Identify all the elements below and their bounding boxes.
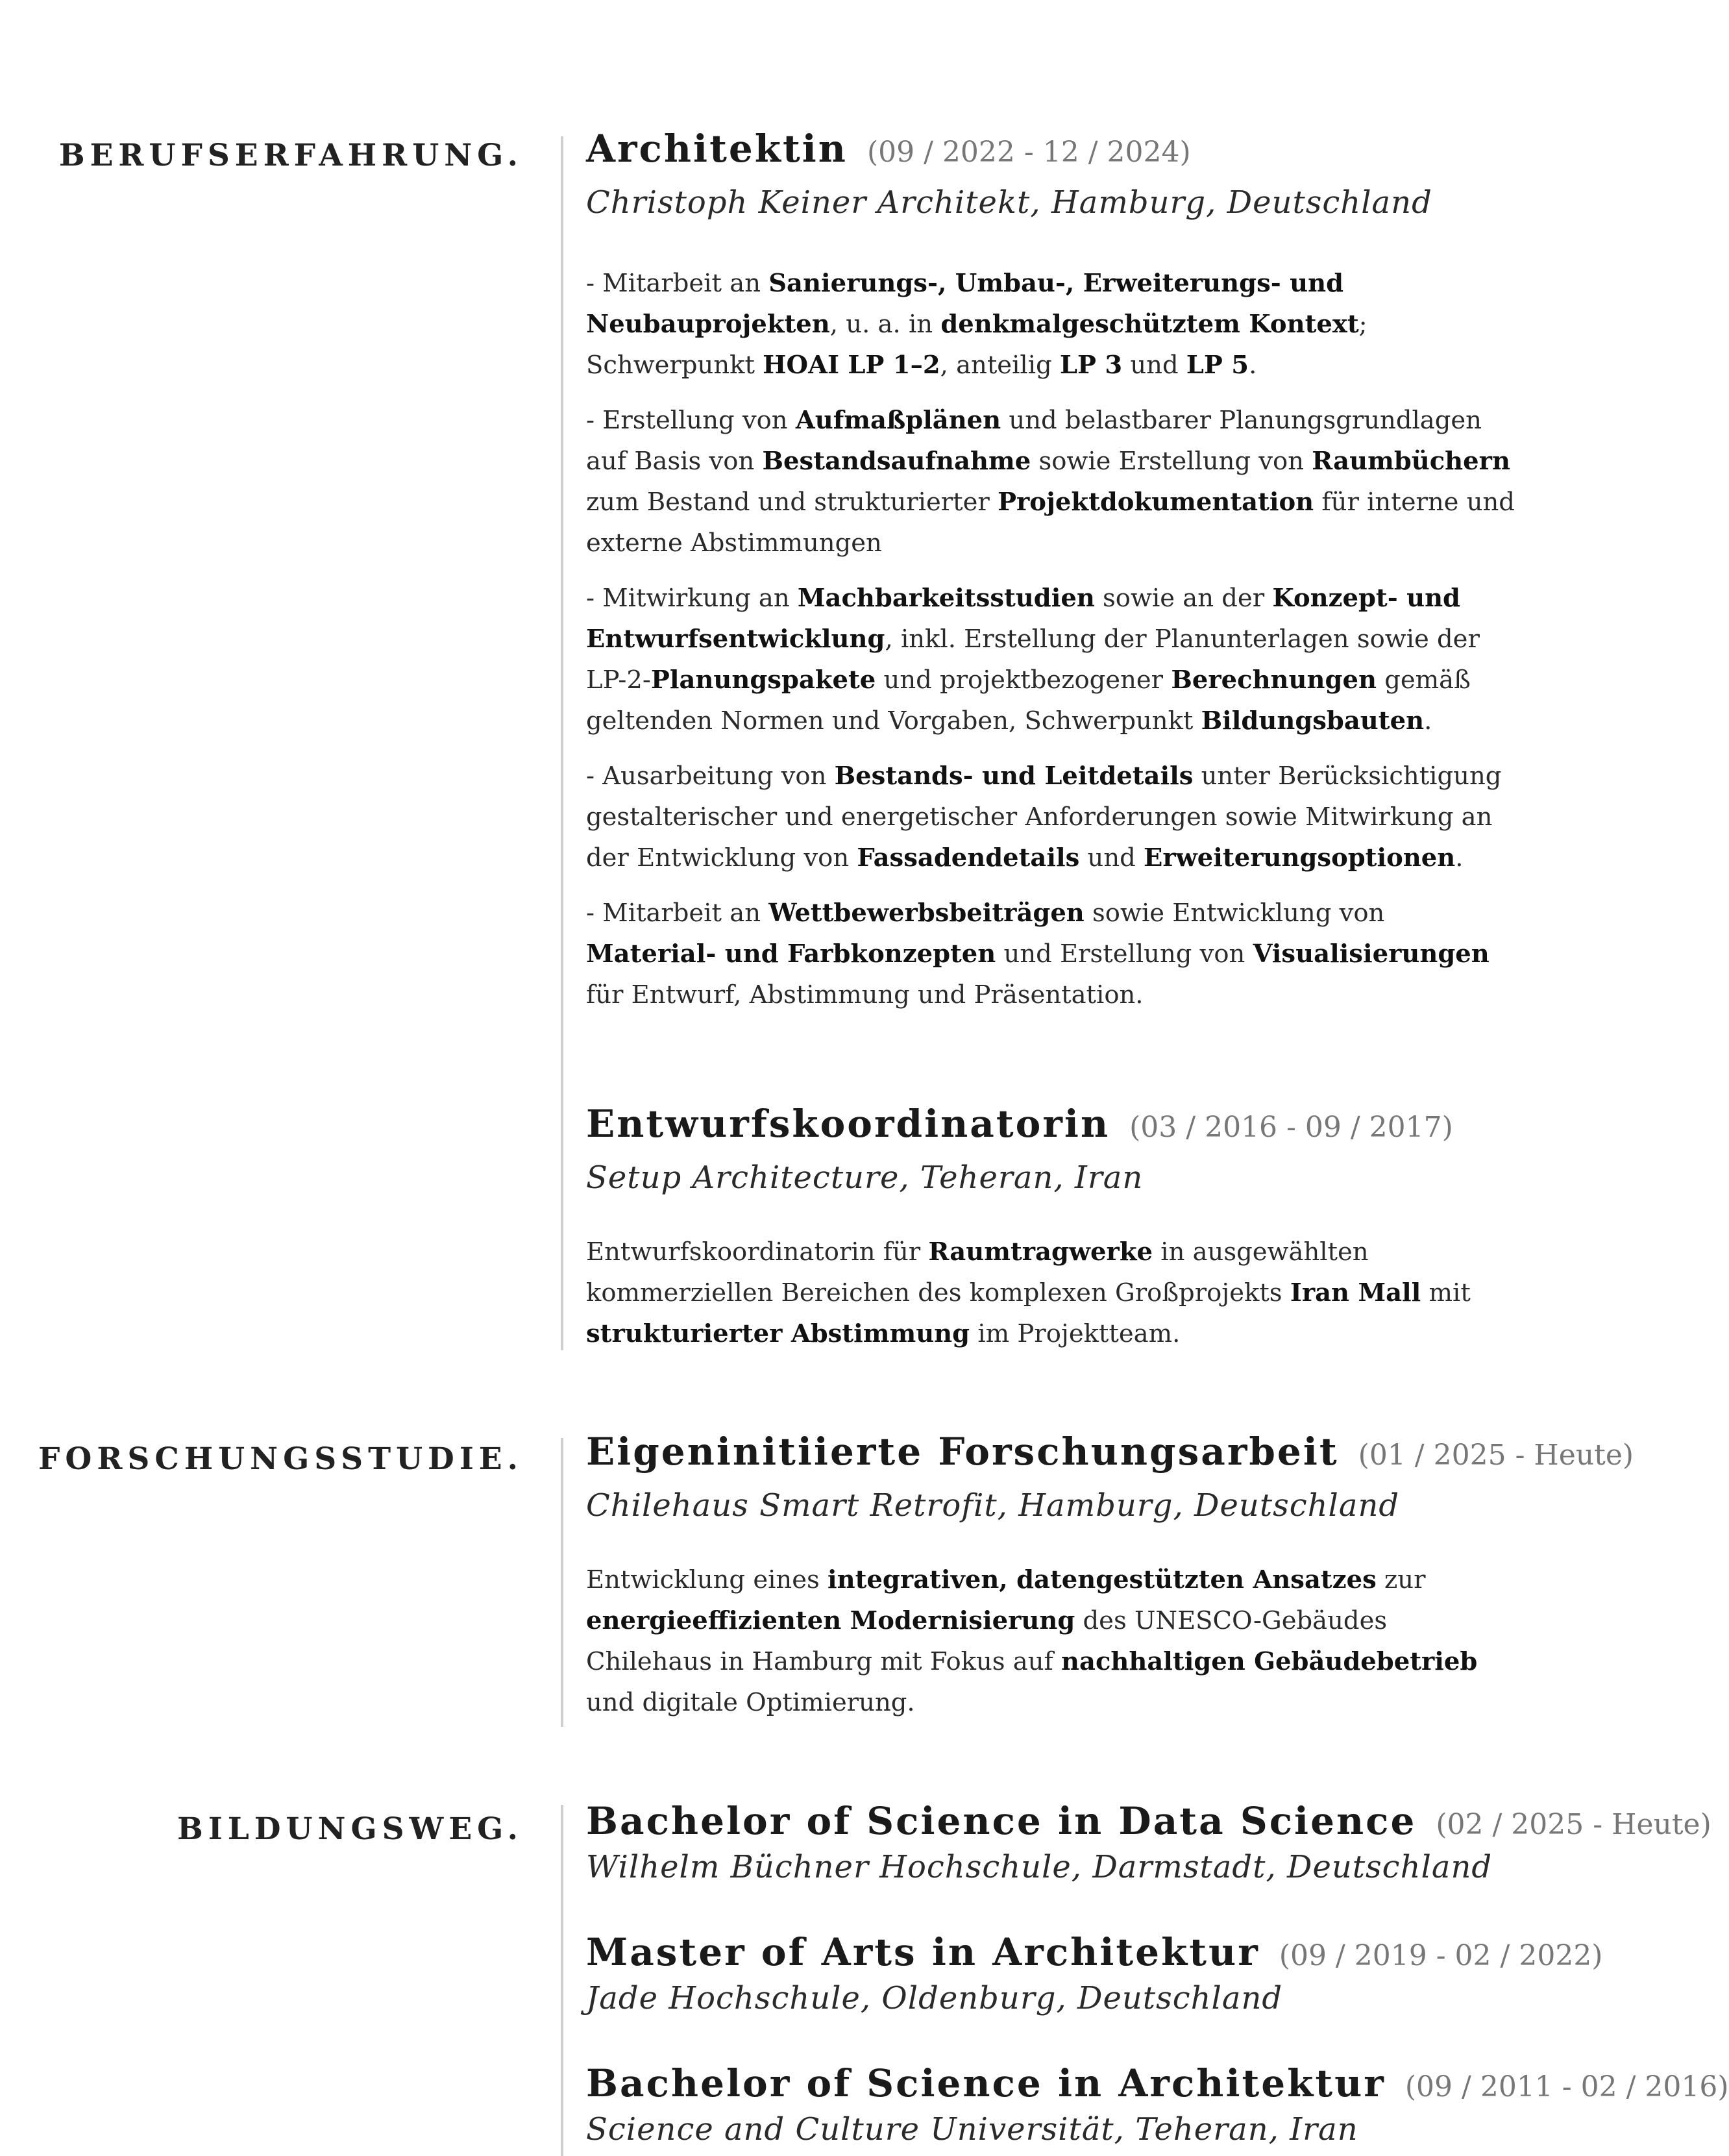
job-employer: Chilehaus Smart Retrofit, Hamburg, Deutschland (586, 1487, 1400, 1524)
job-description (586, 263, 1521, 1015)
job-paragraph (586, 1232, 1521, 1354)
text-run: - Mitwirkung an (586, 584, 798, 613)
bold-text: Bestands- und Leitdetails (834, 762, 1194, 791)
bold-text: Berechnungen (1171, 665, 1377, 695)
job-title: Architektin (586, 127, 848, 171)
bold-text: Bildungsbauten (1201, 706, 1425, 736)
job-header (586, 1102, 1521, 1146)
text-run: sowie Erstellung von (1031, 447, 1312, 476)
degree-dates: (09 / 2011 - 02 / 2016) (1404, 2070, 1729, 2103)
job-bullet (586, 400, 1521, 564)
text-run: , u. a. in (829, 310, 941, 339)
education-header (586, 1799, 1711, 1843)
bold-text: denkmalgeschütztem Kontext (940, 310, 1359, 339)
text-run: in ausgewählten kommerziellen Bereichen des komplexen Großprojekts (586, 1237, 1369, 1307)
degree-title: Bachelor of Science in Architektur (586, 2061, 1386, 2105)
degree-dates: (02 / 2025 - Heute) (1436, 1808, 1711, 1841)
institution: Science and Culture Universität, Teheran, Iran (586, 2111, 1358, 2148)
job-bullet (586, 263, 1521, 386)
job-description (586, 1232, 1521, 1354)
text-run: sowie Entwicklung von (1084, 898, 1385, 928)
degree-dates: (09 / 2019 - 02 / 2022) (1279, 1939, 1603, 1972)
text-run: und (1122, 351, 1186, 380)
text-run: zum Bestand und strukturierter (586, 488, 998, 517)
bold-text: Konzept- und Entwurfsentwicklung (586, 584, 1460, 654)
job-header (586, 1430, 1634, 1474)
text-run: für interne und externe Abstimmungen (586, 488, 1515, 558)
job-dates: (03 / 2016 - 09 / 2017) (1129, 1111, 1453, 1144)
institution: Jade Hochschule, Oldenburg, Deutschland (586, 1980, 1283, 2016)
job-employer: Setup Architecture, Teheran, Iran (586, 1159, 1144, 1196)
text-run: - Erstellung von (586, 406, 796, 435)
text-run: mit (1421, 1278, 1471, 1307)
job-title: Entwurfskoordinatorin (586, 1102, 1110, 1146)
bold-text: Wettbewerbsbeiträgen (768, 898, 1085, 928)
education-entry (586, 2061, 1729, 2148)
text-run: - Ausarbeitung von (586, 762, 835, 791)
bold-text: Projektdokumentation (998, 488, 1314, 517)
degree-title: Master of Arts in Architektur (586, 1930, 1260, 1974)
bold-text: Fassadendetails (857, 843, 1080, 873)
job-employer: Christoph Keiner Architekt, Hamburg, Deutschland (586, 184, 1432, 221)
education-header (586, 1930, 1603, 1974)
text-run: - Mitarbeit an (586, 269, 769, 298)
job-title: Eigeninitiierte Forschungsarbeit (586, 1430, 1339, 1474)
bold-text: HOAI LP 1–2 (763, 351, 940, 380)
section-divider (561, 1805, 563, 2156)
text-run: ; Schwerpunkt (586, 310, 1367, 380)
bold-text: Planungspakete (650, 665, 876, 695)
education-entry (586, 1930, 1603, 2016)
bold-text: LP 3 (1059, 351, 1123, 380)
bold-text: Machbarkeitsstudien (797, 584, 1095, 613)
section-label: BILDUNGSWEG. (177, 1811, 523, 1847)
text-run: , inkl. Erstellung der Planunterlagen sowie der LP-2- (586, 625, 1480, 695)
education-header (586, 2061, 1729, 2105)
text-run: für Entwurf, Abstimmung und Präsentation. (586, 980, 1144, 1010)
text-run: und digitale Optimierung. (586, 1688, 915, 1717)
text-run: - Mitarbeit an (586, 898, 769, 928)
text-run: sowie an der (1094, 584, 1273, 613)
bold-text: energieeffizienten Modernisierung (586, 1606, 1075, 1635)
job-dates: (01 / 2025 - Heute) (1358, 1439, 1634, 1472)
job-entry (586, 127, 1521, 221)
job-entry (586, 1102, 1521, 1196)
bold-text: Raumtragwerke (928, 1237, 1153, 1267)
job-header (586, 127, 1521, 171)
text-run: . (1249, 351, 1257, 380)
job-bullet (586, 578, 1521, 741)
text-run: gemäß geltenden Normen und Vorgaben, Schwerpunkt (586, 665, 1471, 736)
job-entry (586, 1430, 1634, 1524)
section-divider (561, 1438, 563, 1727)
section-divider (561, 136, 563, 1350)
text-run: zur (1376, 1565, 1426, 1594)
text-run: . (1455, 843, 1464, 873)
job-bullet (586, 893, 1521, 1015)
degree-title: Bachelor of Science in Data Science (586, 1799, 1417, 1843)
text-run: . (1424, 706, 1432, 736)
text-run: , anteilig (940, 351, 1060, 380)
job-paragraph (586, 1559, 1521, 1723)
bold-text: Visualisierungen (1253, 939, 1490, 969)
bold-text: strukturierter Abstimmung (586, 1319, 970, 1348)
institution: Wilhelm Büchner Hochschule, Darmstadt, Deutschland (586, 1849, 1493, 1885)
text-run: unter Berücksichtigung gestalterischer und energetischer Anforderungen sowie Mitwirkung an der Entwicklung von (586, 762, 1502, 873)
text-run: des UNESCO-Gebäudes Chilehaus in Hamburg mit Fokus auf (586, 1606, 1388, 1676)
text-run: und Erstellung von (996, 939, 1253, 969)
text-run: im Projektteam. (970, 1319, 1181, 1348)
bold-text: Bestandsaufnahme (762, 447, 1031, 476)
text-run: und belastbarer Planungsgrundlagen auf Basis von (586, 406, 1482, 476)
section-label: BERUFSERFAHRUNG. (58, 138, 523, 173)
bold-text: nachhaltigen Gebäudebetrieb (1061, 1647, 1478, 1676)
bold-text: integrativen, datengestützten Ansatzes (828, 1565, 1377, 1594)
job-bullet (586, 756, 1521, 878)
text-run: und (1079, 843, 1144, 873)
bold-text: LP 5 (1186, 351, 1249, 380)
section-label: FORSCHUNGSSTUDIE. (38, 1441, 523, 1477)
job-dates: (09 / 2022 - 12 / 2024) (866, 136, 1191, 169)
education-entry (586, 1799, 1711, 1885)
bold-text: Raumbüchern (1312, 447, 1510, 476)
bold-text: Material- und Farbkonzepten (586, 939, 996, 969)
text-run: Entwurfskoordinatorin für (586, 1237, 929, 1267)
text-run: Entwicklung eines (586, 1565, 828, 1594)
bold-text: Aufmaßplänen (795, 406, 1001, 435)
bold-text: Sanierungs-, Umbau-, Erweiterungs- und Neubauprojekten (586, 269, 1344, 339)
bold-text: Iran Mall (1290, 1278, 1421, 1307)
job-description (586, 1559, 1521, 1723)
text-run: und projektbezogener (876, 665, 1171, 695)
bold-text: Erweiterungsoptionen (1144, 843, 1456, 873)
